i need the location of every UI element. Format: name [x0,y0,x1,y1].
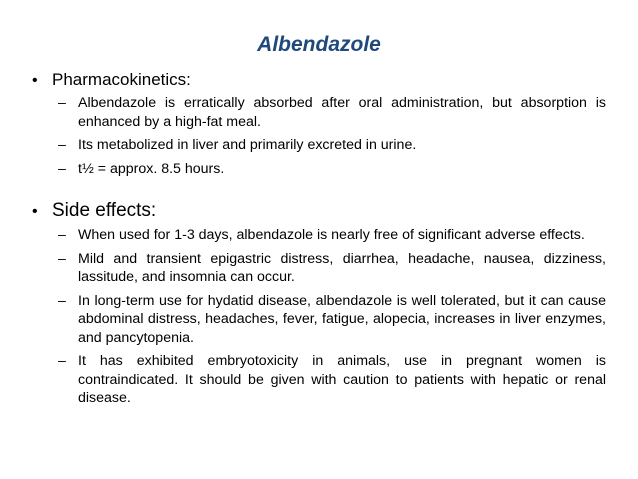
list-item-text: t½ = approx. 8.5 hours. [78,160,225,177]
list-item-text: When used for 1-3 days, albendazole is nearly free of significant adverse effects. [78,227,585,243]
dash-icon: – [58,137,66,153]
slide-title: Albendazole [257,33,381,56]
list-item [58,292,606,348]
list-item [58,226,606,245]
list-item [58,136,606,155]
bullet-icon: • [32,72,38,89]
list-item [58,160,606,179]
list-item-text: Its metabolized in liver and primarily excreted in urine. [78,137,417,153]
sub-bullet-list [32,226,606,408]
dash-icon: – [58,227,66,243]
list-item-text: It has exhibited embryotoxicity in animals, use in pregnant women is contraindicated. It should be given with caution to patients with hepatic or renal disease. [78,353,606,406]
dash-icon: – [58,160,66,177]
dash-icon: – [58,292,66,309]
list-item-text: Mild and transient epigastric distress, diarrhea, headache, nausea, dizziness, lassitude, and insomnia can occur. [78,250,606,285]
sub-bullet-list [32,94,606,178]
section-heading: Side effects: [52,200,157,221]
dash-icon: – [58,95,66,111]
section-heading-row [32,70,606,90]
section-heading-row [32,200,606,222]
section-heading: Pharmacokinetics: [52,70,191,89]
list-item [58,352,606,408]
section-side-effects [32,200,606,413]
list-item [58,250,606,287]
section-pharmacokinetics [32,70,606,183]
list-item [58,94,606,131]
dash-icon: – [58,250,66,267]
bullet-icon: • [32,203,38,220]
dash-icon: – [58,353,66,369]
list-item-text: In long-term use for hydatid disease, albendazole is well tolerated, but it can cause abdominal distress, headaches, fever, fatigue, alopecia, increases in liver enzymes, and pancytopenia. [78,292,606,346]
list-item-text: Albendazole is erratically absorbed after oral administration, but absorption is enhanced by a high-fat meal. [78,95,606,130]
